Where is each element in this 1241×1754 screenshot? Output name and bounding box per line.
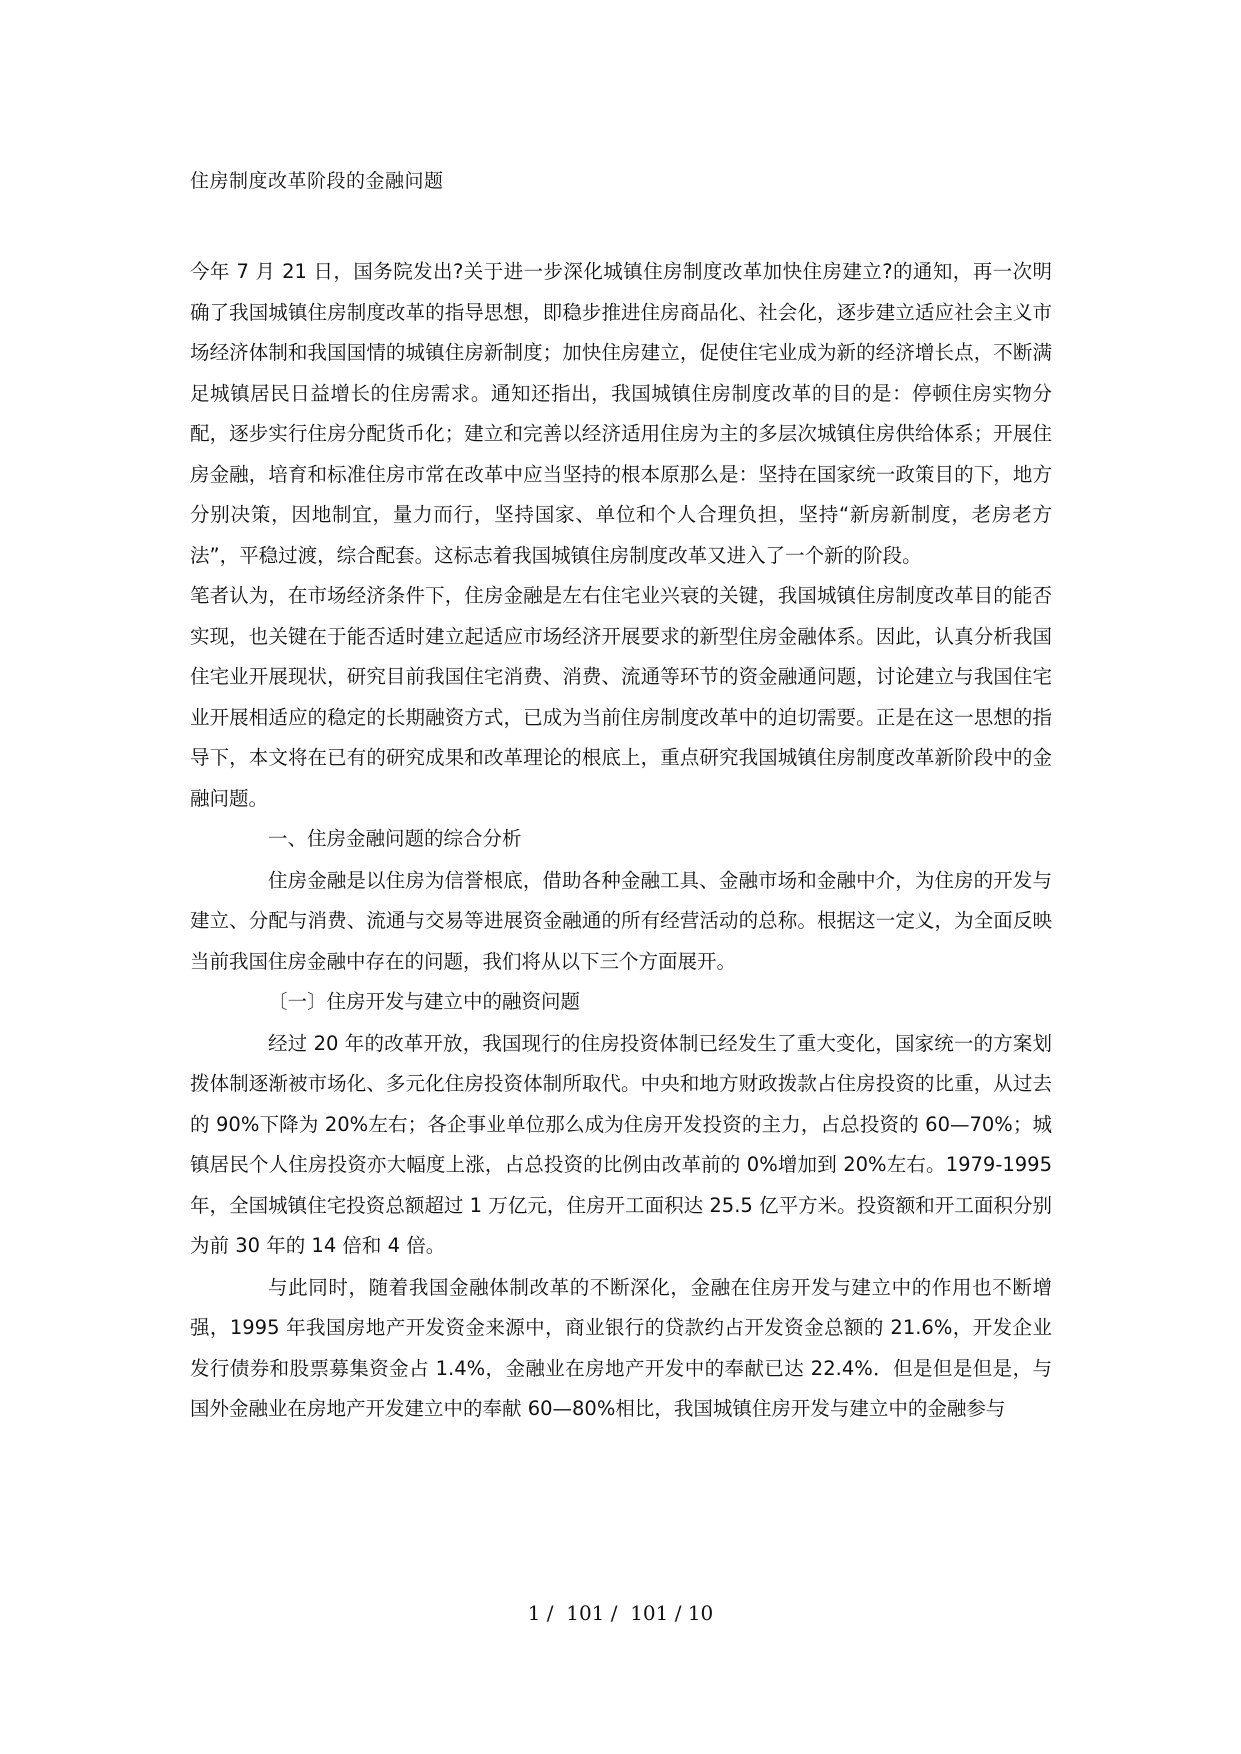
paragraph-investment-system: 经过 20 年的改革开放，我国现行的住房投资体制已经发生了重大变化，国家统一的方案划拨体制逐渐被市场化、多元化住房投资体制所取代。中央和地方财政拨款占住房投资的比重，从过去的 90%下降为 20%左右；各企事业单位那么成为住房开发投资的主力，占总投资的 60—70%；城镇居民个人住房投资亦大幅度上涨，占总投资的比例由改革前的 0%增加到 20%左右。1979-1995 年，全国城镇住宅投资总额超过 1 万亿元，住房开工面积达 25.5 亿平方米。投资额和开工面积分别为前 30 年的 14 倍和 4 倍。 (190, 1031, 1052, 1257)
subsection-heading: 〔一〕住房开发与建立中的融资问题 (268, 990, 581, 1013)
section-heading: 一、住房金融问题的综合分析 (268, 827, 522, 850)
page-number: 1 / 101 / 101 / 10 (527, 1601, 714, 1625)
document-body (190, 252, 1052, 1430)
paragraph-section-definition: 住房金融是以住房为信誉根底，借助各种金融工具、金融市场和金融中介，为住房的开发与建立、分配与消费、流通与交易等进展资金融通的所有经营活动的总称。根据这一定义，为全面反映当前我国住房金融中存在的问题，我们将从以下三个方面展开。 (190, 868, 1052, 973)
document-title: 住房制度改革阶段的金融问题 (190, 170, 444, 192)
paragraph-author-view: 笔者认为，在市场经济条件下，住房金融是左右住宅业兴衰的关键，我国城镇住房制度改革目的能否实现，也关键在于能否适时建立起适应市场经济开展要求的新型住房金融体系。因此，认真分析我国住宅业开展现状，研究目前我国住宅消费、消费、流通等环节的资金融通问题，讨论建立与我国住宅业开展相适应的稳定的长期融资方式，已成为当前住房制度改革中的迫切需要。正是在这一思想的指导下，本文将在已有的研究成果和改革理论的根底上，重点研究我国城镇住房制度改革新阶段中的金融问题。 (190, 584, 1052, 810)
paragraph-intro: 今年 7 月 21 日，国务院发出?关于进一步深化城镇住房制度改革加快住房建立?的通知，再一次明确了我国城镇住房制度改革的指导思想，即稳步推进住房商品化、社会化，逐步建立适应社会主义市场经济体制和我国国情的城镇住房新制度；加快住房建立，促使住宅业成为新的经济增长点，不断满足城镇居民日益增长的住房需求。通知还指出，我国城镇住房制度改革的目的是：停顿住房实物分配，逐步实行住房分配货币化；建立和完善以经济适用住房为主的多层次城镇住房供给体系；开展住房金融，培育和标准住房市常在改革中应当坚持的根本原那么是：坚持在国家统一政策目的下，地方分别决策，因地制宜，量力而行，坚持国家、单位和个人合理负担，坚持“新房新制度，老房老方法”，平稳过渡，综合配套。这标志着我国城镇住房制度改革又进入了一个新的阶段。 (190, 260, 1052, 567)
paragraph-financial-role: 与此同时，随着我国金融体制改革的不断深化，金融在住房开发与建立中的作用也不断增强，1995 年我国房地产开发资金来源中，商业银行的贷款约占开发资金总额的 21.6%，开发企业发行债券和股票募集资金占 1.4%，金融业在房地产开发中的奉献已达 22.4%．但是但是但是，与国外金融业在房地产开发建立中的奉献 60—80%相比，我国城镇住房开发与建立中的金融参与 (190, 1275, 1052, 1420)
